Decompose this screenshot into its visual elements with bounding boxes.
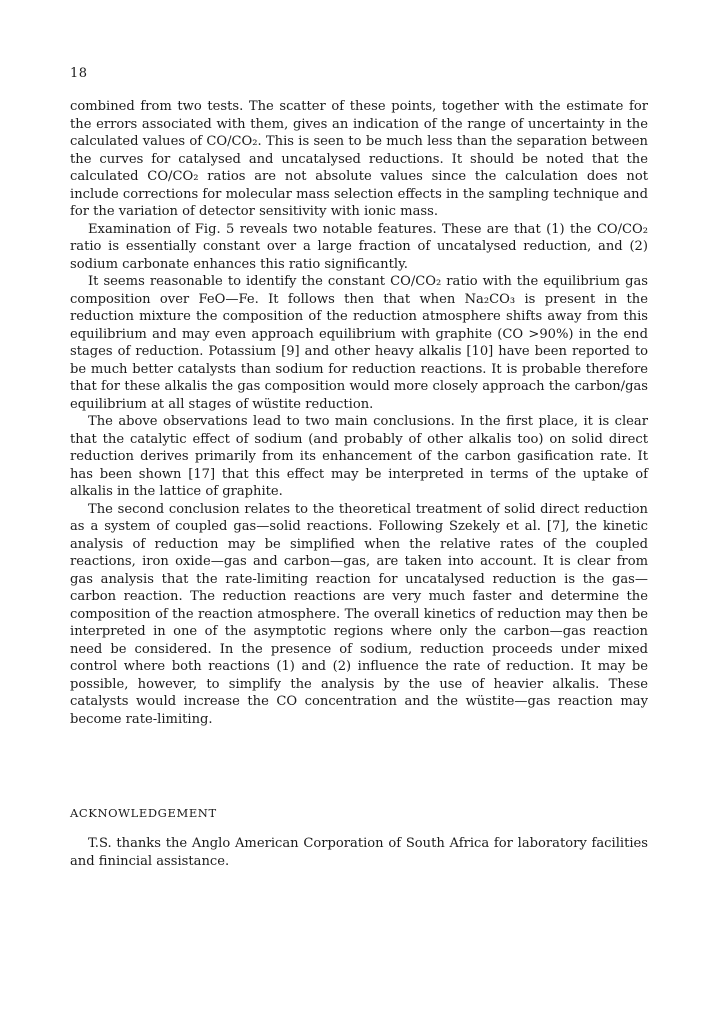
acknowledgement-text: T.S. thanks the Anglo American Corporation of South Africa for laboratory facilities and finincial assistance.: [70, 836, 648, 869]
body-text: [70, 98, 648, 728]
paragraph-conclusions: The above observations lead to two main conclusions. In the first place, it is clear that the catalytic effect of sodium (and probably of other alkalis too) on solid direct reduction derives primarily from its enhancement of the carbon gasification rate. It has been shown [17] that this effect may be interpreted in terms of the uptake of alkalis in the lattice of graphite.: [70, 414, 648, 499]
paragraph-fig5-features: Examination of Fig. 5 reveals two notable features. These are that (1) the CO/CO₂ ratio is essentially constant over a large fraction of uncatalysed reduction, and (2) sodium carbonate enhances this ratio significantly.: [70, 221, 648, 272]
paragraph-second-conclusion: The second conclusion relates to the theoretical treatment of solid direct reduction as a system of coupled gas—solid reactions. Following Szekely et al. [7], the kinetic analysis of reduction may be simplified when the relative rates of the coupled reactions, iron oxide—gas and carbon—gas, are taken into account. It is clear from gas analysis that the rate-limiting reaction for uncatalysed reduction is the gas—carbon reaction. The reduction reactions are very much faster and determine the composition of the reaction atmosphere. The overall kinetics of reduction may then be interpreted in one of the asymptotic regions where only the carbon—gas reaction need be considered. In the presence of sodium, reduction proceeds under mixed control where both reactions (1) and (2) influence the rate of reduction. It may be possible, however, to simplify the analysis by the use of heavier alkalis. These catalysts would increase the CO concentration and the wüstite—gas reaction may become rate-limiting.: [70, 501, 648, 727]
acknowledgement-heading: ACKNOWLEDGEMENT: [70, 806, 217, 820]
paragraph-equilibrium: It seems reasonable to identify the constant CO/CO₂ ratio with the equilibrium gas composition over FeO—Fe. It follows then that when Na₂CO₃ is present in the reduction mixture the composition of the reduction atmosphere shifts away from this equilibrium and may even approach equilibrium with graphite (CO >90%) in the end stages of reduction. Potassium [9] and other heavy alkalis [10] have been reported to be much better catalysts than sodium for reduction reactions. It is probable therefore that for these alkalis the gas composition would more closely approach the carbon/gas equilibrium at all stages of wüstite reduction.: [70, 274, 648, 412]
page-number: 18: [70, 66, 88, 81]
paragraph-continuation: combined from two tests. The scatter of these points, together with the estimate for the errors associated with them, gives an indication of the range of uncertainty in the calculated values of CO/CO₂. This is seen to be much less than the separation between the curves for catalysed and uncatalysed reductions. It should be noted that the calculated CO/CO₂ ratios are not absolute values since the calculation does not include corrections for molecular mass selection effects in the sampling technique and for the variation of detector sensitivity with ionic mass.: [70, 99, 648, 219]
